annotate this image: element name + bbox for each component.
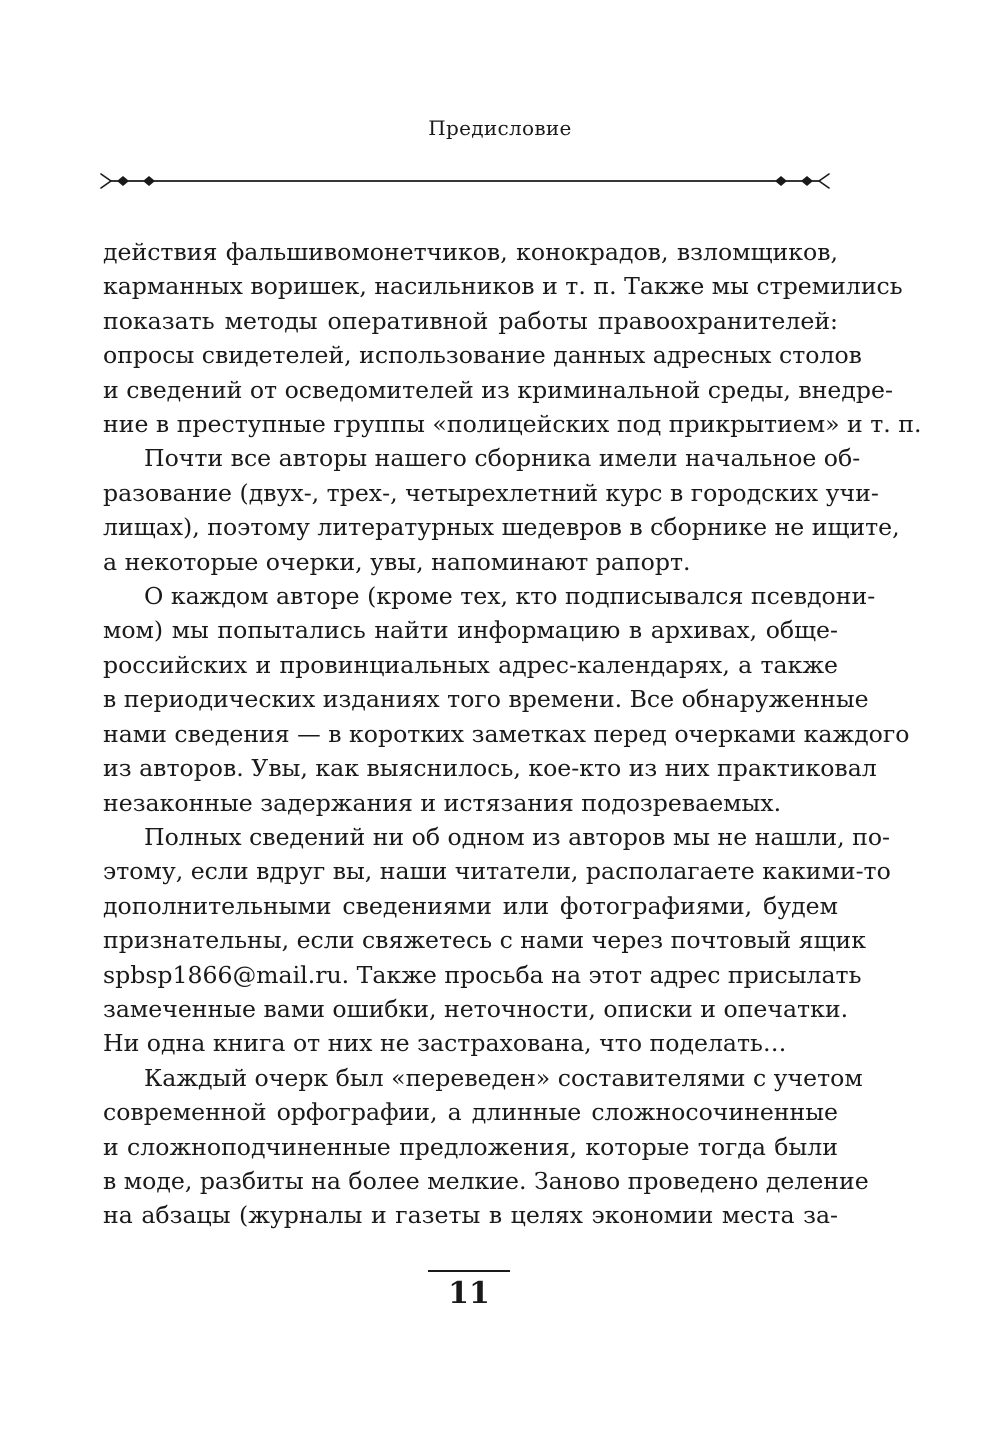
text-line: Ни одна книга от них не застрахована, что поделать… — [103, 1029, 787, 1058]
page-number: 11 — [448, 1276, 490, 1311]
text-line: и сложноподчиненные предложения, которые тогда были — [103, 1132, 838, 1161]
running-head-title: Предисловие — [428, 116, 572, 140]
text-line: в моде, разбиты на более мелкие. Заново проведено деление — [103, 1166, 869, 1195]
text-line: из авторов. Увы, как выяснилось, кое-кто из них практиковал — [103, 754, 877, 783]
text-line: а некоторые очерки, увы, напоминают рапорт. — [103, 547, 691, 576]
folio-rule — [428, 1270, 510, 1272]
text-line: современной орфографии, а длинные сложносочиненные — [103, 1098, 838, 1127]
text-line: ние в преступные группы «полицейских под прикрытием» и т. п. — [103, 410, 922, 439]
text-line: показать методы оперативной работы правоохранителей: — [103, 306, 838, 335]
text-line: Каждый очерк был «переведен» составителями с учетом — [144, 1063, 863, 1092]
ornamental-rule-icon — [100, 169, 840, 193]
text-line: действия фальшивомонетчиков, конокрадов, взломщиков, — [103, 238, 838, 266]
text-line: признательны, если свяжетесь с нами через почтовый ящик — [103, 926, 867, 955]
text-line: опросы свидетелей, использование данных адресных столов — [103, 341, 862, 370]
text-line: мом) мы попытались найти информацию в архивах, обще- — [103, 616, 838, 645]
text-line: лищах), поэтому литературных шедевров в сборнике не ищите, — [103, 513, 900, 542]
text-line: разование (двух-, трех-, четырехлетний курс в городских учи- — [103, 478, 879, 507]
text-line: О каждом авторе (кроме тех, кто подписывался псевдони- — [144, 582, 876, 611]
text-line: российских и провинциальных адрес-календарях, а также — [103, 650, 838, 679]
text-line: на абзацы (журналы и газеты в целях экономии места за- — [103, 1201, 838, 1230]
text-line: незаконные задержания и истязания подозреваемых. — [103, 788, 782, 817]
body-text — [103, 235, 922, 1233]
text-line: в периодических изданиях того времени. Все обнаруженные — [103, 685, 869, 714]
text-line: этому, если вдруг вы, наши читатели, располагаете какими-то — [103, 857, 891, 886]
text-line: spbsp1866@mail.ru. Также просьба на этот адрес присылать — [103, 960, 862, 989]
text-line: нами сведения — в коротких заметках перед очерками каждого — [103, 719, 910, 748]
text-line: Полных сведений ни об одном из авторов мы не нашли, по- — [144, 822, 891, 851]
text-line: Почти все авторы нашего сборника имели начальное об- — [144, 444, 861, 473]
text-line: замеченные вами ошибки, неточности, описки и опечатки. — [103, 994, 849, 1023]
text-line: дополнительными сведениями или фотографиями, будем — [103, 891, 838, 920]
text-line: и сведений от осведомителей из криминальной среды, внедре- — [103, 375, 893, 404]
text-line: карманных воришек, насильников и т. п. Также мы стремились — [103, 272, 903, 301]
